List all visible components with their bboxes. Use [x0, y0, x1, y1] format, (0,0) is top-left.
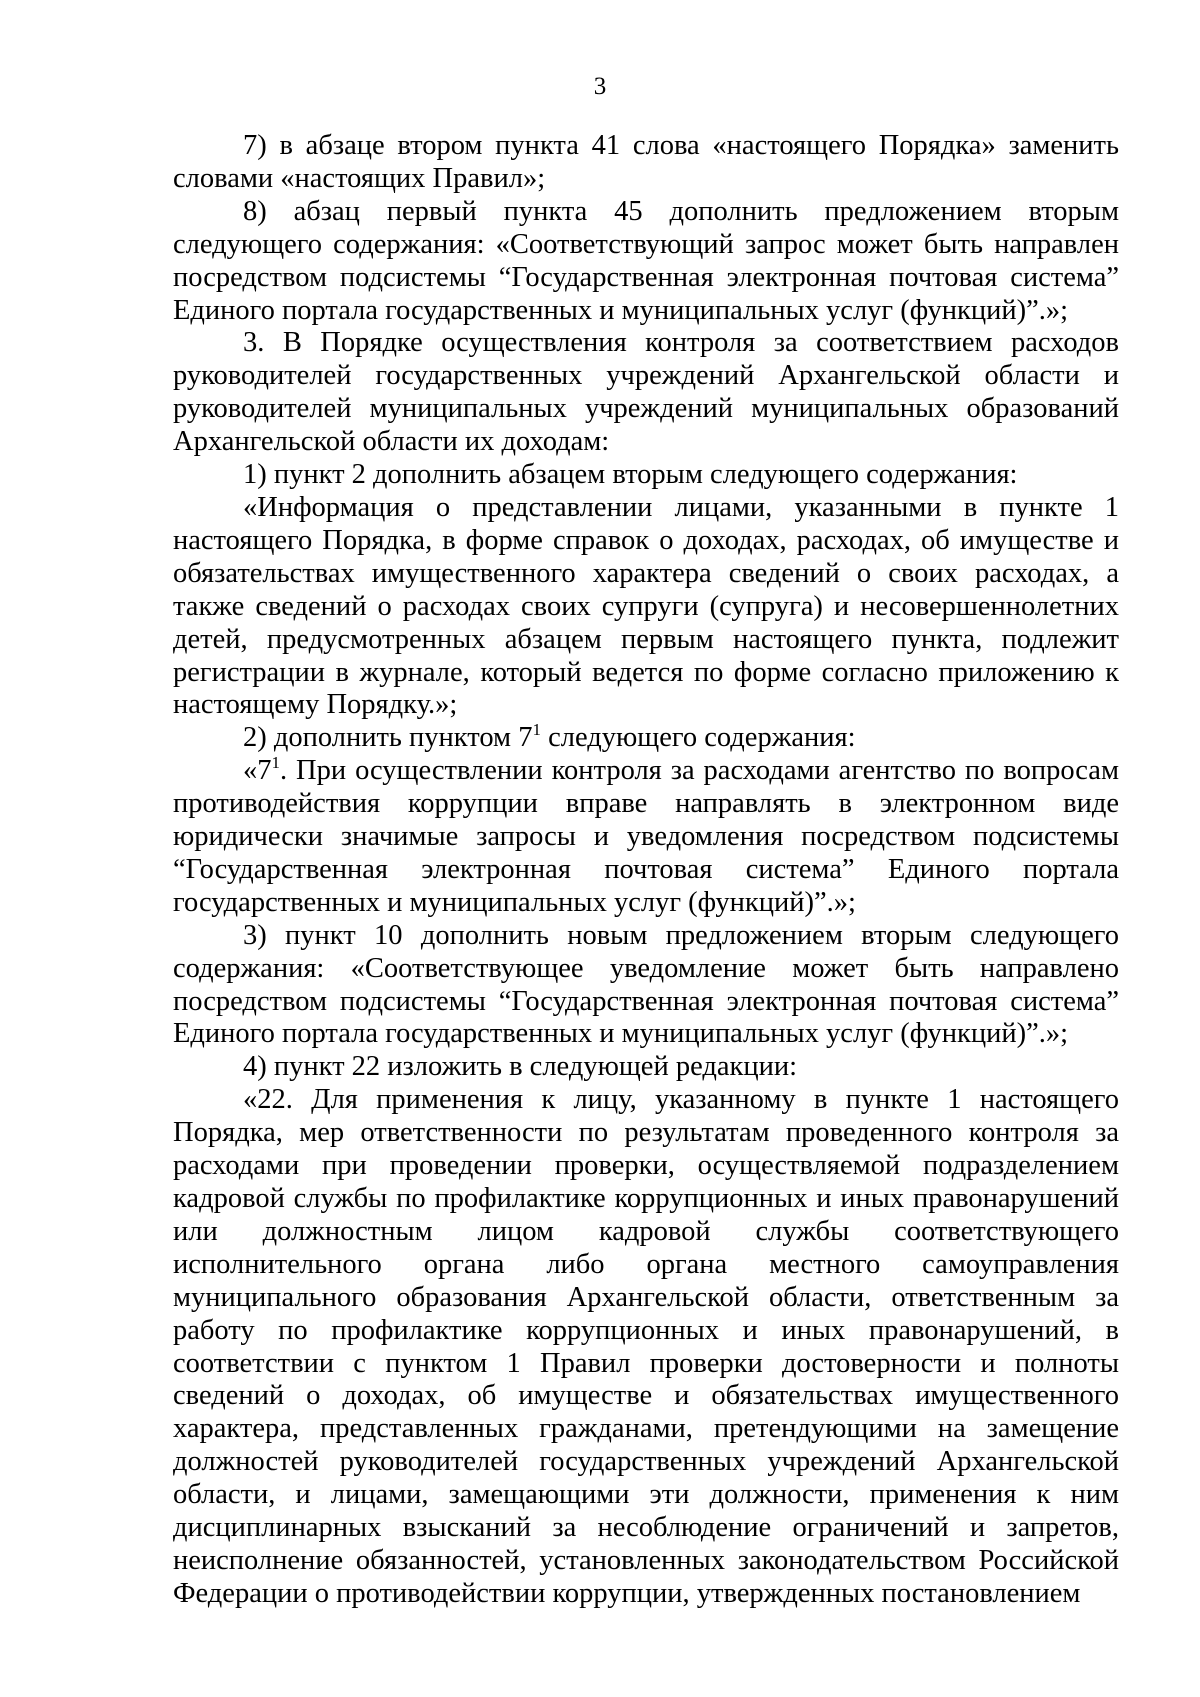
paragraph-subitem-2 [173, 722, 1119, 755]
paragraph-subitem-1: 1) пункт 2 дополнить абзацем вторым следующего содержания: [243, 459, 1018, 491]
document-body [173, 130, 1119, 1611]
paragraph-quote-7-1 [173, 755, 1119, 920]
paragraph-quote-22: «22. Для применения к лицу, указанному в пункте 1 настоящего Порядка, мер ответственности по результатам проведенного контроля за расходами при проведении проверки, осуществляемой подразделением кадровой службы по профилактике коррупционных и иных правонарушений или должностным лицом кадровой службы соответствующего исполнительного органа либо органа местного самоуправления муниципального образования Архангельской области, ответственным за работу по профилактике коррупционных и иных правонарушений, в соответствии с пунктом 1 Правил проверки достоверности и полноты сведений о доходах, об имуществе и обязательствах имущественного характера, представленных гражданами, претендующими на замещение должностей руководителей государственных учреждений Архангельской области, и лицами, замещающими эти должности, применения к ним дисциплинарных взысканий за несоблюдение ограничений и запретов, неисполнение обязанностей, установленных законодательством Российской Федерации о противодействии коррупции, утвержденных постановлением [173, 1084, 1119, 1609]
paragraph-quote-information: «Информация о представлении лицами, указанными в пункте 1 настоящего Порядка, в форме справок о доходах, расходах, об имуществе и обязательствах имущественного характера сведений о своих расходах, а также сведений о расходах своих супруги (супруга) и несовершеннолетних детей, предусмотренных абзацем первым настоящего пункта, подлежит регистрации в журнале, который ведется по форме согласно приложению к настоящему Порядку.»; [173, 491, 1119, 721]
paragraph-item-8: 8) абзац первый пункта 45 дополнить предложением вторым следующего содержания: «Соответствующий запрос может быть направлен посредством подсистемы “Государственная электронная почтовая система” Единого портала государственных и муниципальных услуг (функций)”.»; [173, 195, 1119, 326]
paragraph-text-part: следующего содержания: [540, 722, 856, 754]
paragraph-text-part: «7 [243, 755, 272, 787]
paragraph-subitem-3: 3) пункт 10 дополнить новым предложением вторым следующего содержания: «Соответствующее уведомление может быть направлено посредством подсистемы “Государственная электронная почтовая система” Единого портала государственных и муниципальных услуг (функций)”.»; [173, 919, 1119, 1050]
paragraph-item-7: 7) в абзаце втором пункта 41 слова «настоящего Порядка» заменить словами «настоящих Правил»; [173, 130, 1119, 194]
paragraph-text-part: . При осуществлении контроля за расходами агентство по вопросам противодействия коррупции вправе направлять в электронном виде юридически значимые запросы и уведомления посредством подсистемы “Государственная электронная почтовая система” Единого портала государственных и муниципальных услуг (функций)”.»; [173, 755, 1119, 918]
paragraph-subitem-4: 4) пункт 22 изложить в следующей редакции: [243, 1051, 798, 1083]
superscript-index: 1 [271, 753, 280, 773]
paragraph-section-3: 3. В Порядке осуществления контроля за соответствием расходов руководителей государственных учреждений Архангельской области и руководителей муниципальных учреждений муниципальных образований Архангельской области их доходам: [173, 327, 1119, 458]
superscript-index: 1 [532, 720, 541, 740]
page-number: 3 [593, 73, 607, 100]
paragraph-text-part: 2) дополнить пунктом 7 [243, 722, 533, 754]
